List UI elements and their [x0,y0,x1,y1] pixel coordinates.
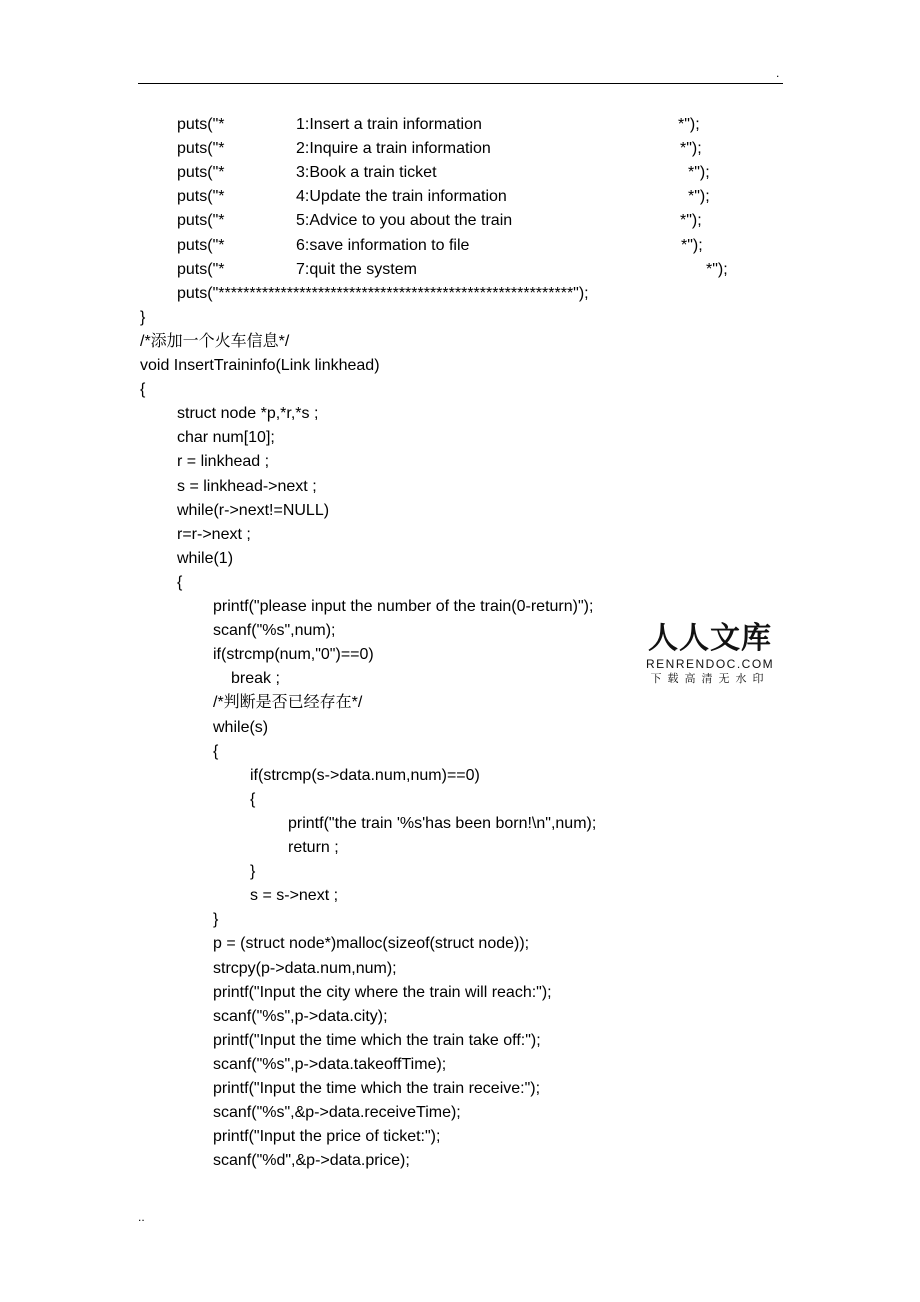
menu-line-col-1: puts("* [177,260,225,278]
code-line: scanf("%d",&p->data.price); [213,1152,410,1170]
menu-line-col-1: puts("* [177,140,225,158]
menu-line-col-2: 6:save information to file [296,236,470,254]
menu-line-col-3: *"); [688,164,710,182]
code-line: /*判断是否已经存在*/ [213,694,363,712]
code-line: r = linkhead ; [177,453,270,471]
menu-line-col-2: 7:quit the system [296,260,417,278]
menu-line-col-2: 2:Inquire a train information [296,140,491,158]
code-line: s = s->next ; [250,887,339,905]
watermark-url: RENRENDOC.COM [646,657,775,671]
code-line: break ; [231,670,280,688]
footer-mark: .. [138,1210,145,1224]
code-line: { [177,573,183,591]
code-line: printf("Input the time which the train take off:"); [213,1031,541,1049]
menu-line-col-1: puts("* [177,164,225,182]
menu-line-col-3: *"); [680,140,702,158]
menu-line-col-3: *"); [681,236,703,254]
code-line: printf("the train '%s'has been born!\n",num); [288,814,597,832]
code-line: p = (struct node*)malloc(sizeof(struct node)); [213,935,530,953]
watermark-subtitle: 下载高清无水印 [650,672,770,685]
code-line: scanf("%s",p->data.city); [213,1007,388,1025]
code-line: } [140,308,146,326]
code-line: { [250,790,256,808]
code-line: while(s) [213,718,269,736]
code-line: printf("Input the price of ticket:"); [213,1128,441,1146]
code-line: while(r->next!=NULL) [177,501,330,519]
code-line: printf("Input the time which the train receive:"); [213,1080,541,1097]
code-line: if(strcmp(num,"0")==0) [213,646,374,664]
code-line: } [250,863,256,881]
code-line: scanf("%s",num); [213,622,336,640]
header-mark: . [776,66,780,80]
menu-line-col-2: 4:Update the train information [296,188,507,206]
menu-line-col-1: puts("* [177,188,225,206]
menu-line-col-3: *"); [688,188,710,206]
code-line: } [213,911,219,929]
menu-line-col-2: 5:Advice to you about the train [296,212,513,230]
menu-line-col-2: 3:Book a train ticket [296,164,437,182]
header-rule [138,83,783,84]
code-line: { [213,742,219,760]
code-line: scanf("%s",p->data.takeoffTime); [213,1055,447,1073]
code-line: scanf("%s",&p->data.receiveTime); [213,1104,461,1122]
code-line: s = linkhead->next ; [177,477,317,495]
code-line: r=r->next ; [177,525,251,543]
menu-line-col-1: puts("* [177,116,225,133]
menu-line-col-3: *"); [706,260,728,278]
code-line: printf("Input the city where the train will reach:"); [213,983,552,1001]
watermark-logo [646,622,774,686]
menu-line-col-3: *"); [680,212,702,230]
code-line: strcpy(p->data.num,num); [213,959,397,977]
code-line: if(strcmp(s->data.num,num)==0) [250,766,480,784]
menu-line-col-1: puts("* [177,212,225,230]
code-line: puts("*********************************************************"); [177,284,589,302]
watermark-title: 人人文库 [648,621,772,656]
code-line: struct node *p,*r,*s ; [177,405,319,423]
menu-line-col-1: puts("* [177,236,225,254]
code-line: /*添加一个火车信息*/ [140,332,290,350]
code-line: while(1) [177,549,234,567]
menu-line-col-3: *"); [678,116,700,133]
code-line: char num[10]; [177,429,275,447]
menu-line-col-2: 1:Insert a train information [296,116,482,133]
code-line: { [140,381,146,399]
code-line: return ; [288,839,339,856]
code-line: printf("please input the number of the train(0-return)"); [213,598,594,615]
code-line: void InsertTraininfo(Link linkhead) [140,357,380,374]
